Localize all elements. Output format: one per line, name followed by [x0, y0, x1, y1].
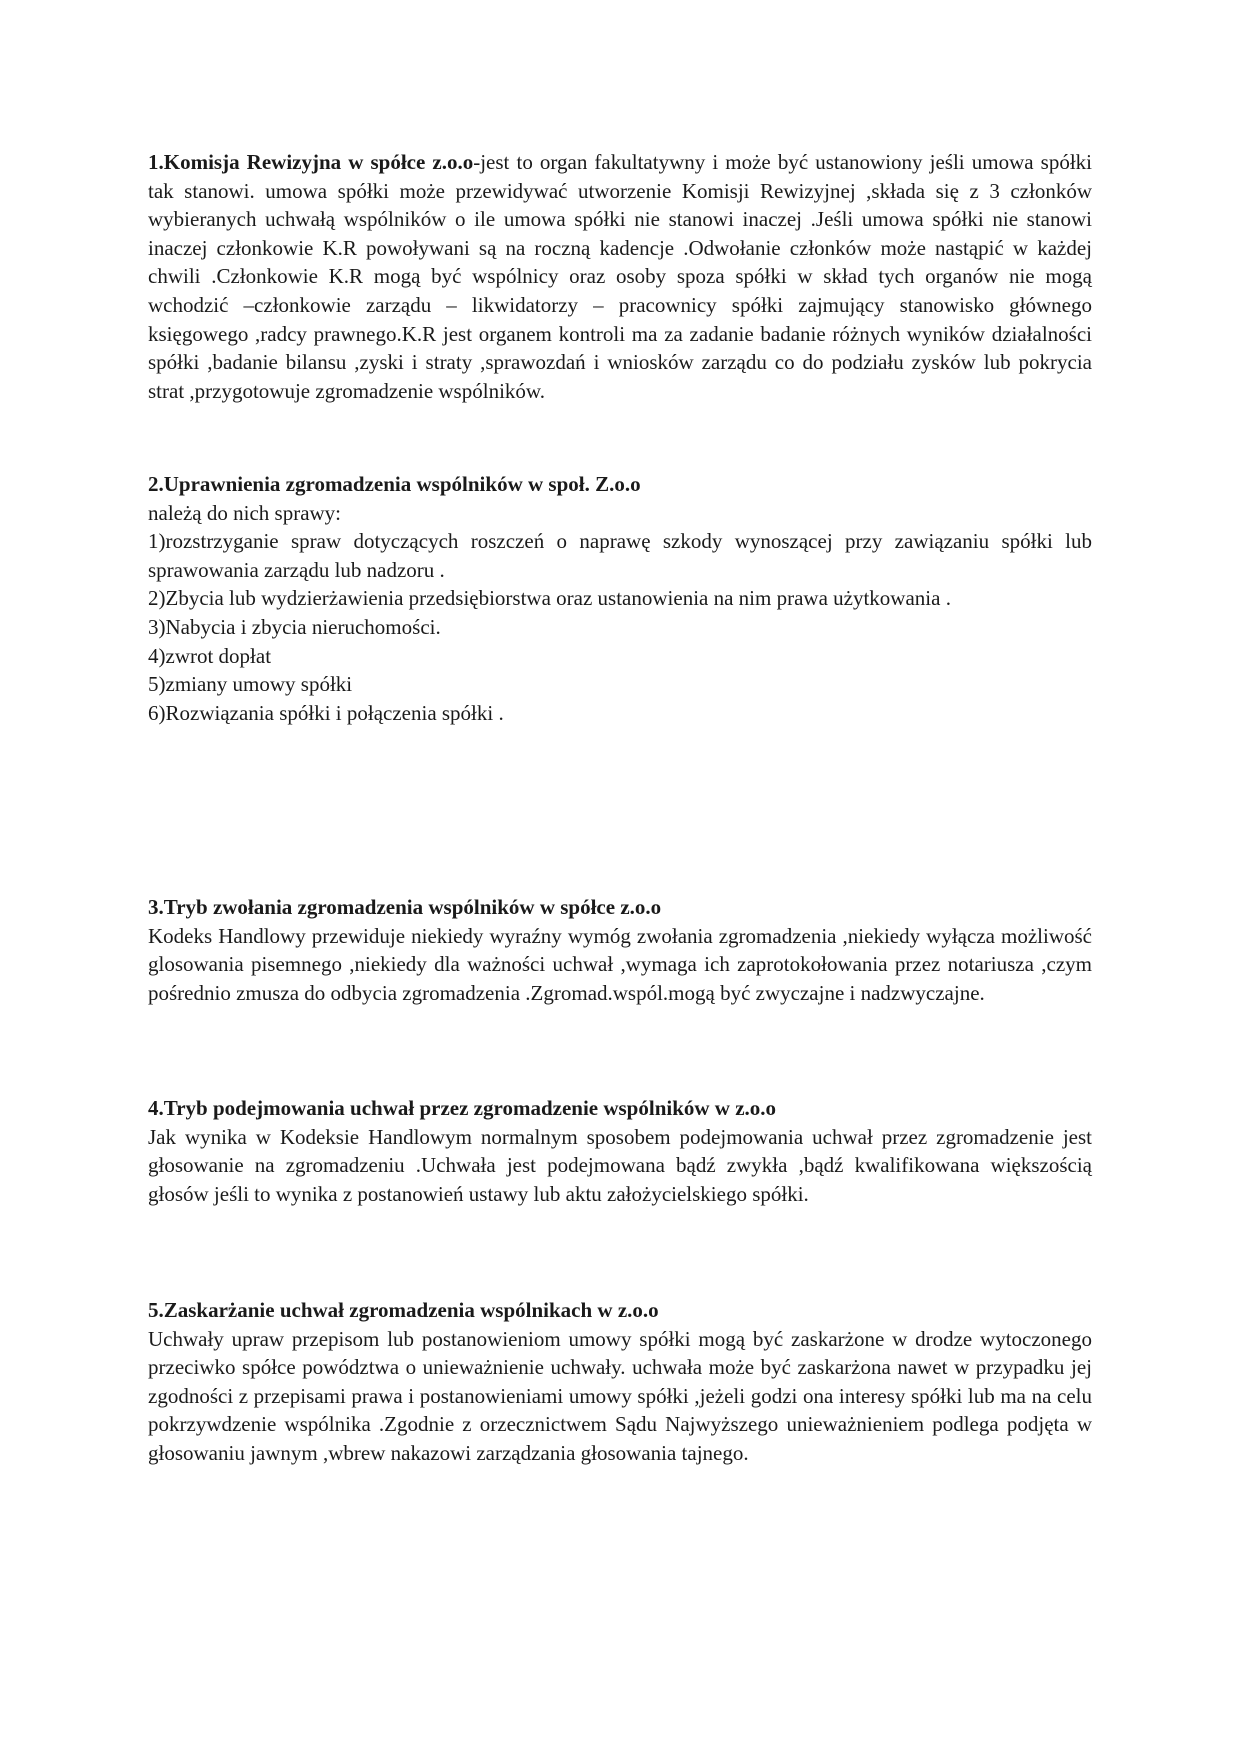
section-3	[148, 893, 1092, 1007]
section-5-body: Uchwały upraw przepisom lub postanowieniom umowy spółki mogą być zaskarżone w drodze wytoczonego przeciwko spółce powództwa o unieważnienie uchwały. uchwała może być zaskarżona nawet w przypadku jej zgodności z przepisami prawa i postanowieniami umowy spółki ,jeżeli godzi ona interesy spółki lub ma na celu pokrzywdzenie wspólnika .Zgodnie z orzecznictwem Sądu Najwyższego unieważnieniem podlega podjęta w głosowaniu jawnym ,wbrew nakazowi zarządzania głosowania tajnego.	[148, 1326, 1092, 1465]
section-4	[148, 1094, 1092, 1208]
section-1-body: -jest to organ fakultatywny i może być ustanowiony jeśli umowa spółki tak stanowi. umowa spółki może przewidywać utworzenie Komisji Rewizyjnej ,składa się z 3 członków wybieranych uchwałą wspólników o ile umowa spółki nie stanowi inaczej .Jeśli umowa spółki nie stanowi inaczej członkowie K.R powoływani są na roczną kadencje .Odwołanie członków może nastąpić w każdej chwili .Członkowie K.R mogą być wspólnicy oraz osoby spoza spółki w skład tych organów nie mogą wchodzić –członkowie zarządu – likwidatorzy – pracownicy spółki zajmujący stanowisko głównego księgowego ,radcy prawnego.K.R jest organem kontroli ma za zadanie badanie różnych wyników działalności spółki ,badanie bilansu ,zyski i straty ,sprawozdań i wniosków zarządu co do podziału zysków lub pokrycia strat ,przygotowuje zgromadzenie wspólników.	[148, 150, 1092, 403]
section-5-heading: 5.Zaskarżanie uchwał zgromadzenia wspólnikach w z.o.o	[148, 1298, 659, 1322]
section-5	[148, 1296, 1092, 1468]
section-4-body: Jak wynika w Kodeksie Handlowym normalnym sposobem podejmowania uchwał przez zgromadzenie jest głosowanie na zgromadzeniu .Uchwała jest podejmowana bądź zwykła ,bądź kwalifikowana większością głosów jeśli to wynika z postanowień ustawy lub aktu założycielskiego spółki.	[148, 1124, 1092, 1206]
section-2-intro: należą do nich sprawy:	[148, 500, 342, 525]
section-2-item-1: 1)rozstrzyganie spraw dotyczących roszczeń o naprawę szkody wynoszącej przy zawiązaniu spółki lub sprawowania zarządu lub nadzoru .	[148, 529, 1092, 582]
section-1-heading: 1.Komisja Rewizyjna w spółce z.o.o	[148, 150, 474, 174]
section-2-item-5: 5)zmiany umowy spółki	[148, 672, 353, 697]
section-3-body: Kodeks Handlowy przewiduje niekiedy wyraźny wymóg zwołania zgromadzenia ,niekiedy wyłącza możliwość glosowania pisemnego ,niekiedy dla ważności uchwał ,wymaga ich zaprotokołowania przez notariusza ,czym pośrednio zmusza do odbycia zgromadzenia .Zgromad.wspól.mogą być zwyczajne i nadzwyczajne.	[148, 923, 1092, 1005]
section-2-item-3: 3)Nabycia i zbycia nieruchomości.	[148, 614, 441, 639]
section-2-item-2: 2)Zbycia lub wydzierżawienia przedsiębiorstwa oraz ustanowienia na nim prawa użytkowania .	[148, 586, 951, 611]
section-1	[148, 148, 1092, 405]
section-2-item-6: 6)Rozwiązania spółki i połączenia spółki .	[148, 700, 504, 725]
section-4-heading: 4.Tryb podejmowania uchwał przez zgromadzenie wspólników w z.o.o	[148, 1096, 777, 1120]
section-2-heading: 2.Uprawnienia zgromadzenia wspólników w społ. Z.o.o	[148, 472, 641, 496]
section-2-item-4: 4)zwrot dopłat	[148, 643, 272, 668]
section-2	[148, 470, 1092, 727]
section-3-heading: 3.Tryb zwołania zgromadzenia wspólników w spółce z.o.o	[148, 895, 662, 919]
section-1-paragraph	[148, 148, 1092, 405]
